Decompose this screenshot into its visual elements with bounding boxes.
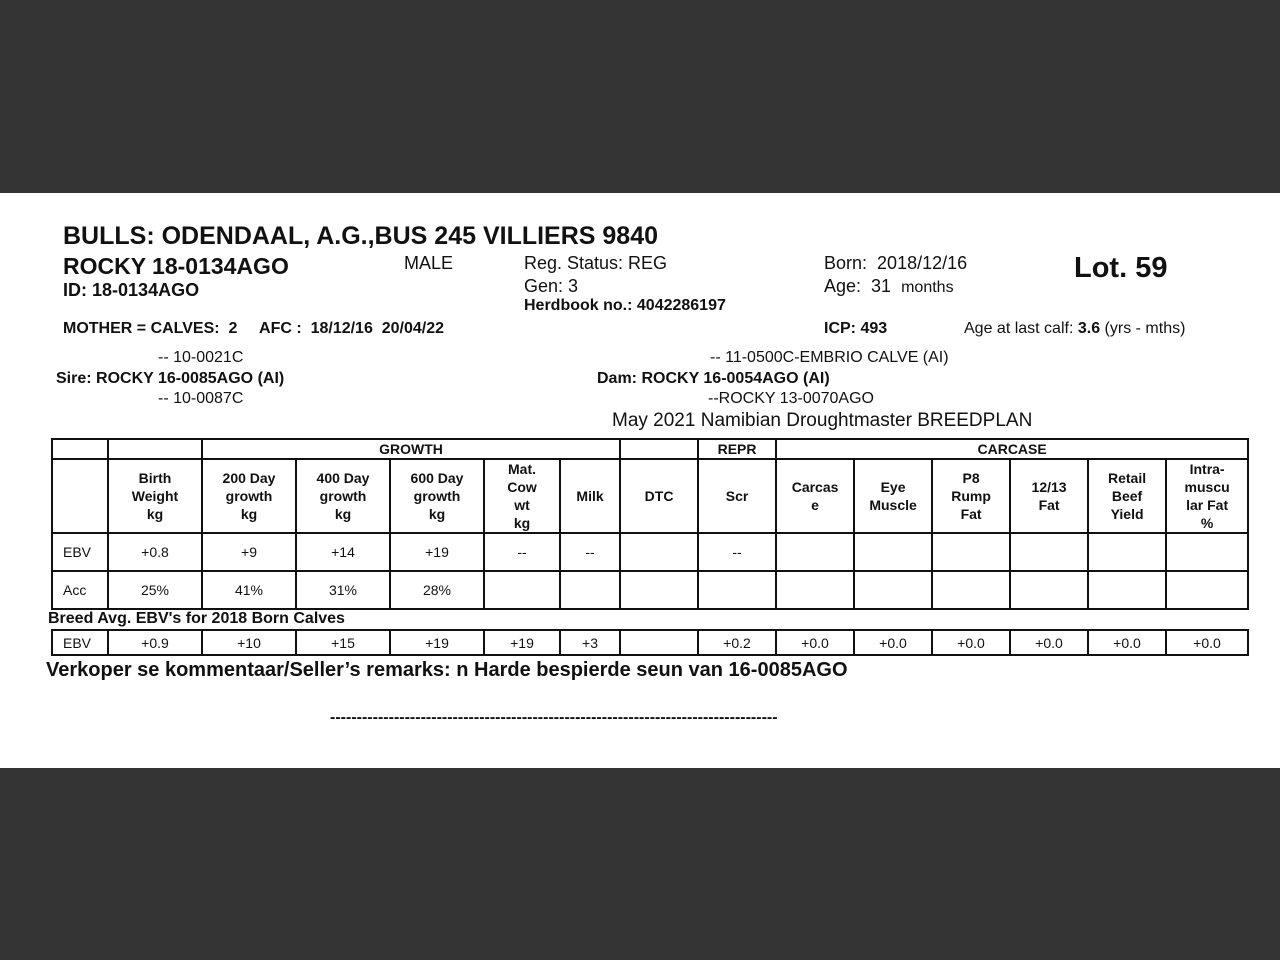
ebv-cell — [1166, 533, 1248, 571]
ebv-cell: +14 — [296, 533, 390, 571]
column-header-line: e — [811, 497, 819, 513]
animal-id-label: ID: — [63, 280, 87, 300]
group-carcase: CARCASE — [776, 439, 1248, 459]
acc-cell — [932, 571, 1010, 609]
age-label: Age: — [824, 276, 862, 296]
column-header-line: wt — [514, 497, 530, 513]
column-header-line: Fat — [960, 506, 982, 522]
ebv-cell — [1088, 533, 1166, 571]
ebv-cell — [776, 533, 854, 571]
born-value: 2018/12/16 — [877, 253, 968, 273]
breed-avg-cell — [620, 630, 698, 655]
column-header — [560, 459, 620, 533]
ebv-cell: -- — [484, 533, 560, 571]
breed-avg-cell: +0.0 — [932, 630, 1010, 655]
herdbook — [524, 297, 726, 315]
column-header-line: Scr — [725, 488, 749, 504]
breed-avg-cell: +3 — [560, 630, 620, 655]
animal-id-value: 18-0134AGO — [92, 280, 200, 300]
breed-avg-cell: +0.0 — [1010, 630, 1088, 655]
reg-status: Reg. Status: REG — [524, 253, 668, 273]
born-date — [824, 253, 967, 274]
acc-cell — [620, 571, 698, 609]
acc-cell — [1166, 571, 1248, 609]
column-header-line: kg — [240, 506, 258, 522]
column-header-line: 200 Day — [222, 470, 276, 486]
column-header — [1088, 459, 1166, 533]
herdbook-label: Herdbook no.: — [524, 297, 633, 314]
column-header-line: kg — [146, 506, 164, 522]
breed-avg-cell: +0.0 — [854, 630, 932, 655]
column-header-line: growth — [413, 488, 461, 504]
column-header-line: lar Fat — [1186, 497, 1229, 513]
age-last-calf — [964, 320, 1185, 338]
sire: Sire: ROCKY 16-0085AGO (AI) — [56, 370, 285, 387]
column-header — [776, 459, 854, 533]
breed-avg-cell: +15 — [296, 630, 390, 655]
column-header-line: 600 Day — [410, 470, 464, 486]
row-label: EBV — [52, 630, 108, 655]
mother-calves-line: MOTHER = CALVES: 2 AFC : 18/12/16 20/04/22 — [63, 320, 445, 337]
column-header-line: Cow — [507, 479, 537, 495]
catalogue-sheet — [0, 193, 1280, 768]
icp: ICP: 493 — [824, 320, 888, 337]
acc-cell: 31% — [296, 571, 390, 609]
ebv-cell — [854, 533, 932, 571]
column-header — [1010, 459, 1088, 533]
breed-avg-cell: +0.0 — [776, 630, 854, 655]
column-header-line: Birth — [138, 470, 172, 486]
dam-dam: --ROCKY 13-0070AGO — [708, 390, 874, 407]
acc-cell: 25% — [108, 571, 202, 609]
breed-avg-cell: +19 — [484, 630, 560, 655]
age-value: 31 — [871, 276, 892, 296]
column-header-line: Beef — [1111, 488, 1143, 504]
dam: Dam: ROCKY 16-0054AGO (AI) — [597, 370, 830, 387]
animal-name: ROCKY 18-0134AGO — [63, 253, 289, 279]
ebv-row — [52, 533, 1248, 571]
group-header-row — [52, 439, 1248, 459]
column-header — [202, 459, 296, 533]
seller-title: BULLS: ODENDAAL, A.G.,BUS 245 VILLIERS 9840 — [63, 222, 659, 250]
acc-cell — [1088, 571, 1166, 609]
acc-cell: 41% — [202, 571, 296, 609]
column-header-line: Mat. — [508, 461, 536, 477]
column-header — [620, 459, 698, 533]
ebv-cell: +19 — [390, 533, 484, 571]
column-header-line: kg — [428, 506, 446, 522]
breed-avg-table — [51, 629, 1249, 656]
sire-dam: -- 10-0087C — [158, 390, 244, 407]
column-header-line: growth — [319, 488, 367, 504]
column-header-row — [52, 459, 1248, 533]
ebv-cell — [1010, 533, 1088, 571]
column-header — [484, 459, 560, 533]
breed-avg-cell: +0.0 — [1166, 630, 1248, 655]
born-label: Born: — [824, 253, 868, 273]
breed-avg-cell: +0.9 — [108, 630, 202, 655]
generation: Gen: 3 — [524, 276, 579, 296]
lot-number: Lot. 59 — [1074, 252, 1168, 284]
column-header-line: kg — [513, 515, 531, 531]
age-last-calf-label: Age at last calf: — [964, 320, 1074, 337]
breed-avg-cell: +10 — [202, 630, 296, 655]
acc-cell — [1010, 571, 1088, 609]
breed-avg-cell: +0.2 — [698, 630, 776, 655]
ebv-cell: -- — [560, 533, 620, 571]
herdbook-number: 4042286197 — [636, 297, 726, 314]
column-header-line: 12/13 — [1031, 479, 1067, 495]
column-header-line: Yield — [1110, 506, 1144, 522]
column-header — [698, 459, 776, 533]
row-label: Acc — [52, 571, 108, 609]
acc-row — [52, 571, 1248, 609]
breed-avg-cell: +19 — [390, 630, 484, 655]
age-unit: months — [901, 279, 954, 296]
breedplan-title: May 2021 Namibian Droughtmaster BREEDPLAN — [612, 410, 1033, 431]
animal-id — [63, 280, 199, 301]
ebv-table — [51, 438, 1249, 610]
breed-avg-cell: +0.0 — [1088, 630, 1166, 655]
column-header — [854, 459, 932, 533]
column-header-line: % — [1200, 515, 1214, 531]
age-last-calf-unit: (yrs - mths) — [1104, 320, 1186, 337]
breed-avg-row — [52, 630, 1248, 655]
age — [824, 276, 954, 297]
dam-sire: -- 11-0500C-EMBRIO CALVE (AI) — [710, 349, 949, 366]
acc-cell: 28% — [390, 571, 484, 609]
ebv-cell: +0.8 — [108, 533, 202, 571]
column-header-line: Carcas — [791, 479, 839, 495]
acc-cell — [484, 571, 560, 609]
column-header-line: Retail — [1108, 470, 1147, 486]
breed-avg-title: Breed Avg. EBV's for 2018 Born Calves — [48, 610, 345, 627]
seller-remarks: Verkoper se kommentaar/Seller’s remarks: n Harde bespierde seun van 16-0085AGO — [46, 659, 848, 681]
column-header-line: kg — [334, 506, 352, 522]
column-header-line: growth — [225, 488, 273, 504]
acc-cell — [560, 571, 620, 609]
ebv-cell — [620, 533, 698, 571]
group-repr: REPR — [698, 439, 776, 459]
column-header-line: Milk — [576, 488, 604, 504]
column-header-line: Eye — [880, 479, 906, 495]
column-header-line: Fat — [1038, 497, 1060, 513]
column-header-line: Intra- — [1189, 461, 1225, 477]
age-last-calf-value: 3.6 — [1077, 320, 1101, 337]
column-header — [108, 459, 202, 533]
column-header-line: 400 Day — [316, 470, 370, 486]
column-header — [932, 459, 1010, 533]
column-header-line: Muscle — [869, 497, 917, 513]
column-header — [296, 459, 390, 533]
group-growth: GROWTH — [202, 439, 620, 459]
acc-cell — [854, 571, 932, 609]
ebv-cell — [932, 533, 1010, 571]
signature-line: ------------------------------------------------------------------------------------ — [330, 709, 778, 726]
column-header — [1166, 459, 1248, 533]
ebv-cell: -- — [698, 533, 776, 571]
column-header-line: Weight — [131, 488, 179, 504]
animal-sex: MALE — [404, 253, 454, 273]
sire-sire: -- 10-0021C — [158, 349, 244, 366]
acc-cell — [776, 571, 854, 609]
column-header-line: P8 — [962, 470, 980, 486]
column-header-line: Rump — [951, 488, 991, 504]
ebv-cell: +9 — [202, 533, 296, 571]
group-blank — [620, 439, 698, 459]
acc-cell — [698, 571, 776, 609]
column-header-line: DTC — [644, 488, 674, 504]
row-label: EBV — [52, 533, 108, 571]
column-header — [390, 459, 484, 533]
column-header-line: muscu — [1184, 479, 1230, 495]
